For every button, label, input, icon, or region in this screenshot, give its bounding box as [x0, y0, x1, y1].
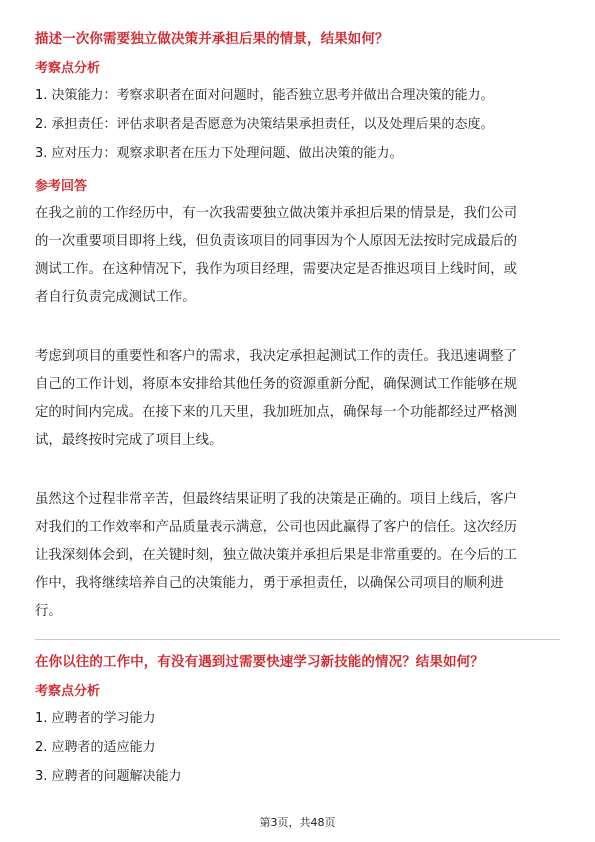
answer-p1-line-2: 的一次重要项目即将上线，但负责该项目的同事因为个人原因无法按时完成最后的	[35, 234, 518, 249]
answer-p1-line-4: 者自行负责完成测试工作。	[35, 290, 196, 305]
answer-p3-line-4: 作中，我将继续培养自己的决策能力，勇于承担责任，以确保公司项目的顺利进	[35, 576, 504, 591]
answer-p3-line-3: 让我深刻体会到，在关键时刻，独立做决策并承担后果是非常重要的。在今后的工	[35, 548, 518, 563]
answer-p2-line-3: 定的时间内完成。在接下来的几天里，我加班加点，确保每一个功能都经过严格测	[35, 405, 518, 420]
section-divider	[35, 639, 560, 640]
question-1-heading: 描述一次你需要独立做决策并承担后果的情景，结果如何？	[35, 31, 389, 47]
answer-p3-line-2: 对我们的工作效率和产品质量表示满意，公司也因此赢得了客户的信任。这次经历	[35, 520, 518, 535]
analysis-item-2-2: 2. 应聘者的适应能力	[35, 740, 156, 755]
answer-heading: 参考回答	[35, 179, 88, 194]
answer-p2-line-4: 试，最终按时完成了项目上线。	[35, 433, 223, 448]
analysis-item-1-1: 1. 决策能力：考察求职者在面对问题时，能否独立思考并做出合理决策的能力。	[35, 88, 494, 103]
answer-p3-line-5: 行。	[35, 604, 62, 619]
analysis-item-1-2: 2. 承担责任：评估求职者是否愿意为决策结果承担责任，以及处理后果的态度。	[35, 117, 494, 132]
page-number: 第3页，共48页	[259, 816, 336, 829]
analysis-heading-1: 考察点分析	[35, 61, 101, 76]
analysis-heading-2: 考察点分析	[35, 684, 101, 699]
answer-p2-line-1: 考虑到项目的重要性和客户的需求，我决定承担起测试工作的责任。我迅速调整了	[35, 349, 518, 364]
answer-p2-line-2: 自己的工作计划，将原本安排给其他任务的资源重新分配，确保测试工作能够在规	[35, 377, 518, 392]
analysis-item-2-1: 1. 应聘者的学习能力	[35, 711, 156, 726]
answer-p3-line-1: 虽然这个过程非常辛苦，但最终结果证明了我的决策是正确的。项目上线后，客户	[35, 492, 518, 507]
analysis-item-2-3: 3. 应聘者的问题解决能力	[35, 769, 182, 784]
answer-p1-line-3: 测试工作。在这种情况下，我作为项目经理，需要决定是否推迟项目上线时间，或	[35, 262, 518, 277]
question-2-heading: 在你以往的工作中，有没有遇到过需要快速学习新技能的情况？结果如何？	[35, 654, 484, 670]
analysis-item-1-3: 3. 应对压力：观察求职者在压力下处理问题、做出决策的能力。	[35, 146, 403, 161]
answer-p1-line-1: 在我之前的工作经历中，有一次我需要独立做决策并承担后果的情景是，我们公司	[35, 206, 518, 221]
